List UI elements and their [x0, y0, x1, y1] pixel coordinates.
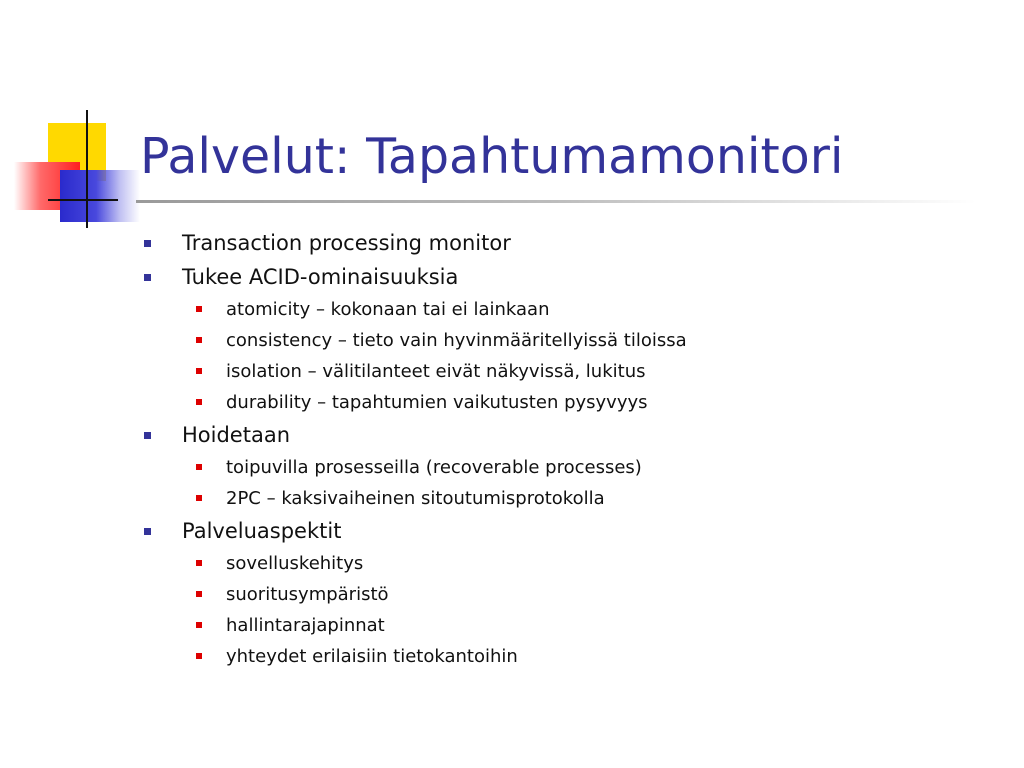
- sub-bullet-text: consistency – tieto vain hyvinmääritellyissä tiloissa: [226, 330, 687, 351]
- sub-bullet-item: [140, 610, 1000, 641]
- bullet-item: [140, 226, 1000, 260]
- sub-bullet-text: durability – tapahtumien vaikutusten pysyvyys: [226, 392, 648, 413]
- decorative-logo: [0, 0, 150, 240]
- sub-bullet-text: atomicity – kokonaan tai ei lainkaan: [226, 299, 550, 320]
- sub-bullet-text: toipuvilla prosesseilla (recoverable processes): [226, 457, 642, 478]
- square-sub-bullet-icon: [196, 464, 202, 470]
- square-sub-bullet-icon: [196, 653, 202, 659]
- square-sub-bullet-icon: [196, 306, 202, 312]
- sub-bullet-item: [140, 387, 1000, 418]
- square-sub-bullet-icon: [196, 337, 202, 343]
- bullet-text: Transaction processing monitor: [182, 231, 511, 255]
- sub-bullet-item: [140, 356, 1000, 387]
- sub-bullet-item: [140, 483, 1000, 514]
- sub-bullet-item: [140, 641, 1000, 672]
- bullet-text: Palveluaspektit: [182, 519, 342, 543]
- sub-bullet-text: sovelluskehitys: [226, 553, 364, 574]
- sub-bullet-text: yhteydet erilaisiin tietokantoihin: [226, 646, 518, 667]
- sub-bullet-item: [140, 452, 1000, 483]
- title-underline: [136, 200, 976, 203]
- square-sub-bullet-icon: [196, 495, 202, 501]
- bullet-item: [140, 260, 1000, 294]
- square-sub-bullet-icon: [196, 399, 202, 405]
- logo-vertical-line: [86, 110, 88, 228]
- square-bullet-icon: [144, 528, 151, 535]
- square-sub-bullet-icon: [196, 591, 202, 597]
- sub-bullet-text: isolation – välitilanteet eivät näkyvissä, lukitus: [226, 361, 646, 382]
- logo-horizontal-line: [48, 199, 118, 201]
- slide-content: [140, 226, 1000, 672]
- sub-bullet-text: 2PC – kaksivaiheinen sitoutumisprotokolla: [226, 488, 605, 509]
- sub-bullet-text: suoritusympäristö: [226, 584, 389, 605]
- bullet-item: [140, 418, 1000, 452]
- sub-bullet-item: [140, 579, 1000, 610]
- bullet-text: Hoidetaan: [182, 423, 291, 447]
- sub-bullet-item: [140, 548, 1000, 579]
- sub-bullet-item: [140, 325, 1000, 356]
- slide-title: Palvelut: Tapahtumamonitori: [140, 128, 844, 185]
- square-sub-bullet-icon: [196, 368, 202, 374]
- square-bullet-icon: [144, 240, 151, 247]
- bullet-list: [140, 226, 1000, 672]
- square-bullet-icon: [144, 274, 151, 281]
- logo-blue-square: [60, 170, 140, 222]
- bullet-item: [140, 514, 1000, 548]
- square-sub-bullet-icon: [196, 622, 202, 628]
- bullet-text: Tukee ACID-ominaisuuksia: [182, 265, 459, 289]
- square-sub-bullet-icon: [196, 560, 202, 566]
- sub-bullet-text: hallintarajapinnat: [226, 615, 385, 636]
- square-bullet-icon: [144, 432, 151, 439]
- sub-bullet-item: [140, 294, 1000, 325]
